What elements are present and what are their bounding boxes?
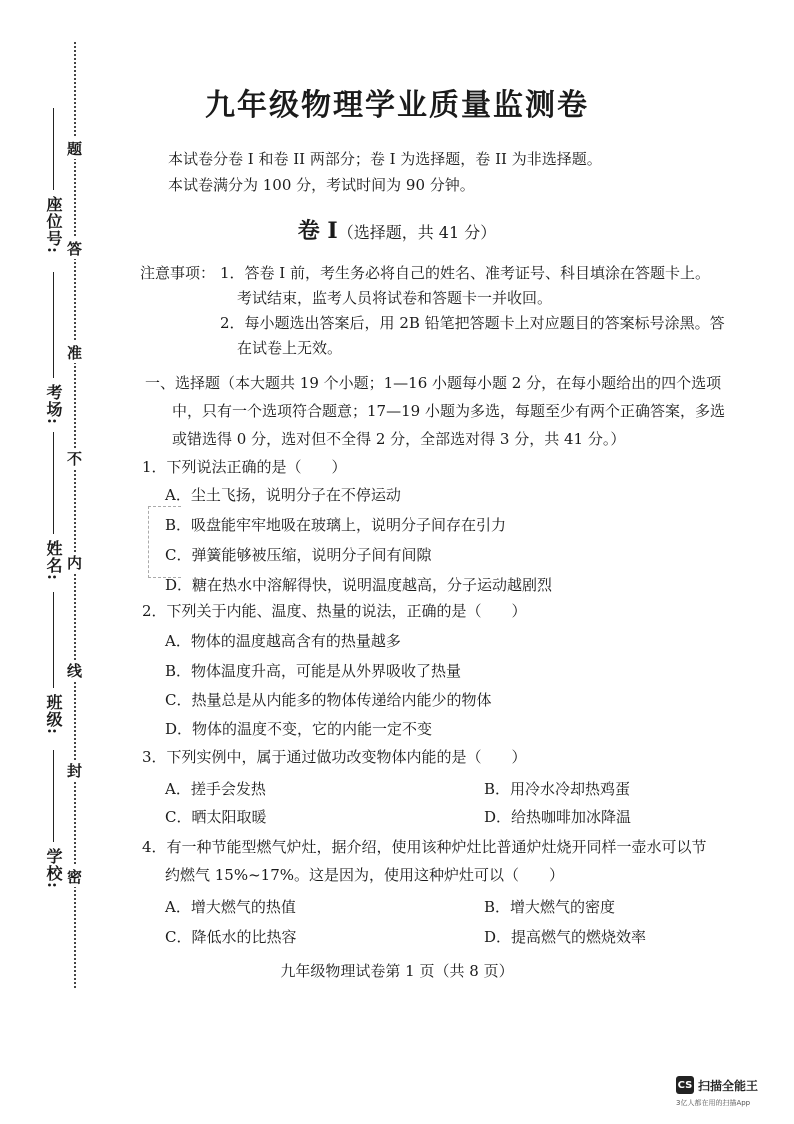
option: D．给热咖啡加冰降温 bbox=[484, 808, 632, 826]
option: B．用冷水冷却热鸡蛋 bbox=[484, 780, 631, 798]
page-footer: 九年级物理试卷第 1 页（共 8 页） bbox=[280, 962, 514, 980]
seal-char: 题 bbox=[67, 140, 83, 158]
question-stem: 4．有一种节能型燃气炉灶，据介绍，使用该种炉灶比普通炉灶烧开同样一壶水可以节 bbox=[142, 838, 707, 856]
option: D．糖在热水中溶解得快，说明温度越高，分子运动越剧烈 bbox=[165, 576, 553, 594]
name-label: 姓名: bbox=[44, 540, 63, 581]
notice-line: 在试卷上无效。 bbox=[237, 339, 343, 357]
name-blank bbox=[53, 432, 54, 534]
question-stem: 2．下列关于内能、温度、热量的说法，正确的是（ ） bbox=[142, 602, 527, 620]
question-stem: 约燃气 15%~17%。这是因为，使用这种炉灶可以（ ） bbox=[165, 866, 565, 884]
seal-char: 不 bbox=[67, 450, 83, 468]
intro-line: 本试卷分卷 I 和卷 II 两部分；卷 I 为选择题，卷 II 为非选择题。 bbox=[168, 150, 602, 168]
section-heading bbox=[0, 214, 794, 245]
school-label: 学校: bbox=[44, 848, 63, 889]
seal-char: 封 bbox=[67, 762, 83, 780]
scanner-tagline: 3亿人都在用的扫描App bbox=[676, 1099, 751, 1107]
question-stem: 1．下列说法正确的是（ ） bbox=[142, 458, 347, 476]
binding-dotted-line bbox=[74, 42, 76, 988]
notice-label: 注意事项： bbox=[140, 264, 216, 282]
option: C．热量总是从内能多的物体传递给内能少的物体 bbox=[165, 691, 492, 709]
option: B．物体温度升高，可能是从外界吸收了热量 bbox=[165, 662, 462, 680]
section-subtitle: （选择题，共 41 分） bbox=[337, 223, 497, 242]
school-blank bbox=[53, 750, 54, 842]
option: B．吸盘能牢牢地吸在玻璃上，说明分子间存在引力 bbox=[165, 516, 507, 534]
option: D．提高燃气的燃烧效率 bbox=[484, 928, 647, 946]
scanner-logo-icon: CS bbox=[676, 1076, 694, 1094]
seal-char: 准 bbox=[67, 344, 83, 362]
seat-number-label: 座位号: bbox=[44, 196, 63, 254]
option: A．搓手会发热 bbox=[165, 780, 266, 798]
scanner-app-name: 扫描全能王 bbox=[698, 1078, 759, 1093]
section-title: 卷 I bbox=[297, 218, 338, 244]
seal-char: 密 bbox=[67, 868, 83, 886]
notice-line: 2．每小题选出答案后，用 2B 铅笔把答题卡上对应题目的答案标号涂黑。答 bbox=[220, 314, 725, 332]
notice-line: 考试结束，监考人员将试卷和答题卡一并收回。 bbox=[237, 289, 553, 307]
question-stem: 3．下列实例中，属于通过做功改变物体内能的是（ ） bbox=[142, 748, 527, 766]
option: C．晒太阳取暖 bbox=[165, 808, 267, 826]
scanner-watermark bbox=[676, 1076, 758, 1094]
seal-char: 内 bbox=[67, 554, 83, 572]
option: A．尘土飞扬，说明分子在不停运动 bbox=[165, 486, 401, 504]
seal-char: 线 bbox=[67, 662, 83, 680]
exam-room-label: 考场: bbox=[44, 384, 63, 425]
seal-char: 答 bbox=[67, 240, 83, 258]
exam-title: 九年级物理学业质量监测卷 bbox=[205, 88, 589, 123]
option: D．物体的温度不变，它的内能一定不变 bbox=[165, 720, 433, 738]
option: A．物体的温度越高含有的热量越多 bbox=[165, 632, 401, 650]
intro-line: 本试卷满分为 100 分，考试时间为 90 分钟。 bbox=[168, 176, 475, 194]
option: C．降低水的比热容 bbox=[165, 928, 297, 946]
part-instructions-line: 一、选择题（本大题共 19 个小题；1—16 小题每小题 2 分，在每小题给出的四个选项 bbox=[145, 374, 722, 392]
exam-room-blank bbox=[53, 272, 54, 378]
notice-line: 1．答卷 I 前，考生务必将自己的姓名、准考证号、科目填涂在答题卡上。 bbox=[220, 264, 711, 282]
part-instructions-line: 中，只有一个选项符合题意；17—19 小题为多选，每题至少有两个正确答案，多选 bbox=[172, 402, 725, 420]
option: B．增大燃气的密度 bbox=[484, 898, 616, 916]
option: A．增大燃气的热值 bbox=[165, 898, 296, 916]
class-blank bbox=[53, 592, 54, 688]
part-instructions-line: 或错选得 0 分，选对但不全得 2 分，全部选对得 3 分，共 41 分。） bbox=[172, 430, 626, 448]
class-label: 班级: bbox=[44, 694, 63, 735]
option: C．弹簧能够被压缩，说明分子间有间隙 bbox=[165, 546, 432, 564]
